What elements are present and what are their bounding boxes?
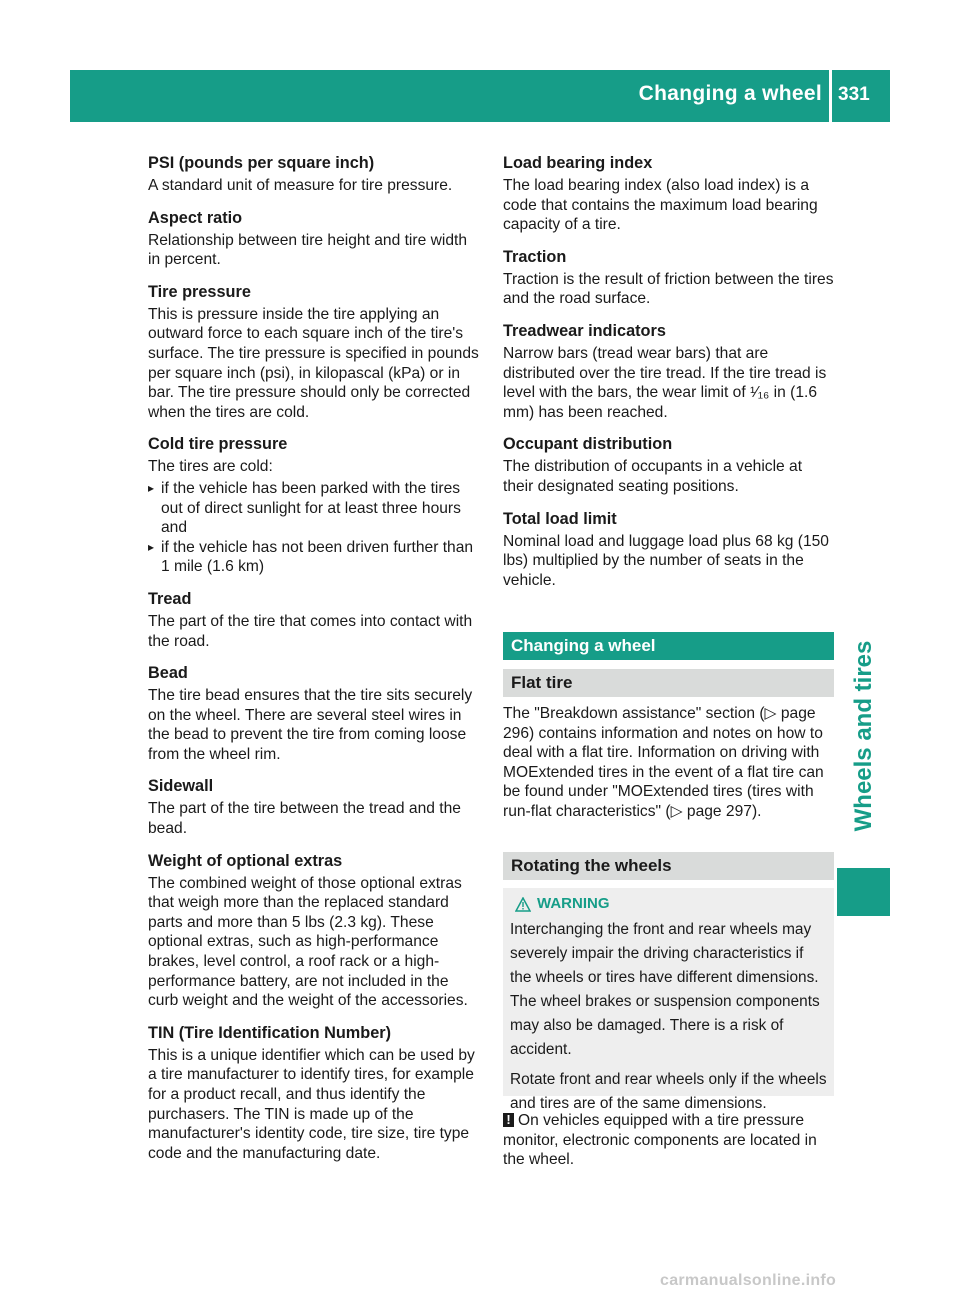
bullet-list	[148, 479, 482, 577]
flat-tire-heading: Flat tire	[503, 669, 834, 697]
page-number: 331	[838, 84, 870, 105]
glossary-entry	[503, 247, 834, 309]
glossary-term: PSI (pounds per square inch)	[148, 154, 375, 172]
glossary-entry	[148, 208, 482, 270]
glossary-entry	[148, 851, 482, 1011]
rotating-wheels-heading: Rotating the wheels	[503, 852, 834, 880]
glossary-definition: Relationship between tire height and tire width in percent.	[148, 231, 468, 269]
flat-tire-text: The "Breakdown assistance" section (▷ page 296) contains information and notes on how to deal with a flat tire. Information on driving with MOExtended tires in the event of a flat tire can be found under "MOExtended tires (tires with run-flat characteristics" (▷ page 297).	[503, 705, 824, 820]
glossary-entry	[148, 434, 482, 577]
glossary-term: Sidewall	[148, 777, 214, 796]
glossary-entry	[148, 776, 482, 838]
chapter-tab	[837, 600, 890, 872]
glossary-definition: This is pressure inside the tire applying an outward force to each square inch of the tire's surface. The tire pressure is specified in pounds per square inch (psi), in kilopascal (kPa) or in bar. The tire pressure should only be corrected when the tires are cold.	[148, 305, 479, 421]
glossary-entry	[503, 321, 834, 422]
glossary-term: Treadwear indicators	[503, 321, 666, 340]
glossary-definition: The load bearing index (also load index) is a code that contains the maximum load bearing capacity of a tire.	[503, 177, 818, 234]
glossary-term: Tire pressure	[148, 282, 251, 301]
glossary-definition: The part of the tire that comes into contact with the road.	[148, 612, 473, 650]
glossary-entry	[148, 589, 482, 651]
warning-text: Interchanging the front and rear wheels may severely impair the driving characteristics if the wheels or tires have different dimensions. The wheel brakes or suspension components may also be damaged. There is a risk of accident.	[510, 921, 820, 1058]
glossary-term: Cold tire pressure	[148, 435, 288, 454]
warning-box	[503, 888, 834, 1112]
chapter-tab-marker	[837, 868, 890, 916]
glossary-term: Traction	[503, 247, 567, 266]
glossary-term: TIN (Tire Identification Number)	[148, 1023, 392, 1042]
warning-label: WARNING	[537, 895, 610, 912]
warning-triangle-icon	[515, 897, 531, 912]
right-column	[503, 153, 834, 602]
glossary-entry	[148, 1023, 482, 1164]
glossary-definition: The combined weight of those optional extras that weigh more than the replaced standard parts and more than 5 lbs (2.3 kg). These optional extras, such as high-performance brakes, level control, a roof rack or a high-performance battery, are not included in the curb weight and the weight of the accessories.	[148, 874, 468, 1010]
exclamation-icon: !	[503, 1113, 514, 1127]
glossary-definition: The distribution of occupants in a vehicle at their designated seating positions.	[503, 458, 803, 495]
glossary-term: Load bearing index	[503, 154, 653, 172]
glossary-definition: Narrow bars (tread wear bars) that are distributed over the tire tread. If the tire tread is level with the bars, the wear limit of ¹⁄₁₆ in (1.6 mm) has been reached.	[503, 344, 827, 421]
glossary-entry	[503, 153, 834, 235]
glossary-definition: The part of the tire between the tread and the bead.	[148, 800, 461, 838]
note-text: On vehicles equipped with a tire pressure monitor, electronic components are located in the wheel.	[503, 1112, 817, 1169]
glossary-definition: Traction is the result of friction between the tires and the road surface.	[503, 270, 834, 308]
glossary-entry	[148, 153, 482, 196]
glossary-definition: Nominal load and luggage load plus 68 kg (150 lbs) multiplied by the number of seats in the vehicle.	[503, 532, 829, 589]
glossary-entry	[148, 282, 482, 423]
glossary-definition: The tires are cold:	[148, 458, 273, 476]
page-title: Changing a wheel	[638, 82, 822, 105]
glossary-entry	[503, 509, 834, 591]
glossary-entry	[148, 663, 482, 764]
glossary-term: Aspect ratio	[148, 208, 243, 227]
section-banner: Changing a wheel	[503, 632, 834, 660]
bullet-item: ▸ if the vehicle has been parked with the tires out of direct sunlight for at least three hours and	[148, 479, 482, 538]
glossary-entry	[503, 434, 834, 496]
warning-instruction: Rotate front and rear wheels only if the wheels and tires are of the same dimensions.	[510, 1071, 827, 1112]
glossary-definition: The tire bead ensures that the tire sits securely on the wheel. There are several steel wires in the bead to prevent the tire from coming loose from the wheel rim.	[148, 687, 473, 763]
header-separator	[829, 70, 832, 122]
glossary-definition: This is a unique identifier which can be used by a tire manufacturer to identify tires, for example for a product recall, and thus identify the purchasers. The TIN is made up of the manufacturer's identity code, tire size, tire type code and the manufacturing date.	[148, 1046, 475, 1162]
glossary-term: Tread	[148, 589, 192, 608]
glossary-term: Occupant distribution	[503, 435, 673, 454]
watermark: carmanualsonline.info	[660, 1272, 837, 1289]
glossary-term: Bead	[148, 664, 188, 683]
warning-header	[510, 892, 828, 916]
glossary-term: Total load limit	[503, 509, 617, 528]
glossary-term: Weight of optional extras	[148, 851, 343, 870]
bullet-item: ▸ if the vehicle has not been driven further than 1 mile (1.6 km)	[148, 538, 482, 577]
chapter-tab-label: Wheels and tires	[849, 640, 877, 832]
glossary-definition: A standard unit of measure for tire pressure.	[148, 177, 453, 194]
note	[503, 1111, 834, 1170]
left-column	[148, 153, 482, 1175]
